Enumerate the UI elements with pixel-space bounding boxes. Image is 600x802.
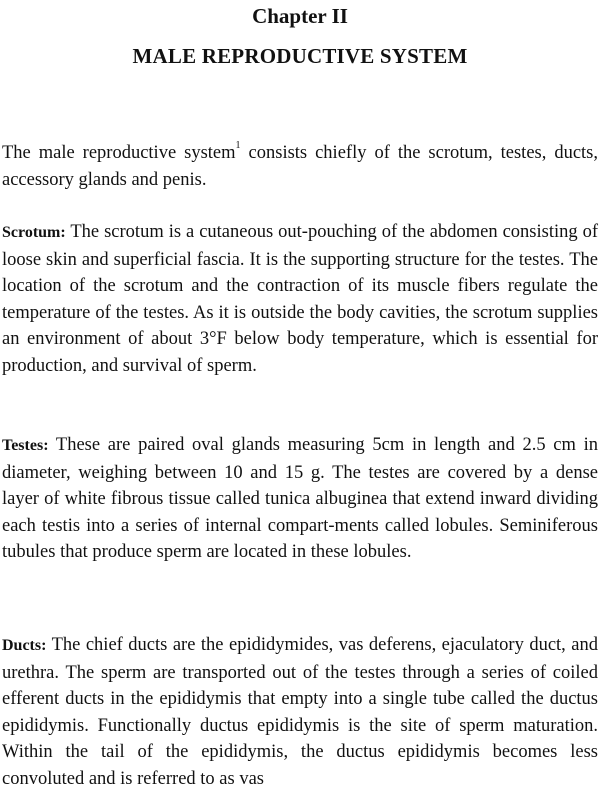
intro-text-before: The male reproductive system — [2, 143, 236, 163]
scrotum-text: The scrotum is a cutaneous out-pouching of the abdomen consisting of loose skin and superficial fascia. It is the supporting structure for the testes. The location of the scrotum and the contraction of its muscle fibers regulate the temperature of the testes. As it is outside the body cavities, the scrotum supplies an environment of about 3°F below body temperature, which is essential for production, and survival of sperm. — [2, 222, 598, 376]
chapter-title: MALE REPRODUCTIVE SYSTEM — [132, 44, 468, 68]
testes-term: Testes: — [2, 437, 49, 454]
ducts-term: Ducts: — [2, 637, 47, 654]
scrotum-paragraph — [2, 219, 598, 380]
testes-paragraph — [2, 432, 598, 566]
ducts-paragraph — [2, 632, 598, 793]
ducts-text: The chief ducts are the epididymides, vas deferens, ejaculatory duct, and urethra. The sperm are transported out of the testes through a series of coiled efferent ducts in the epididymis that empty into a single tube called the ductus epididymis. Functionally ductus epididymis is the site of sperm maturation. Within the tail of the epididymis, the ductus epididymis becomes less convoluted and is referred to as vas — [2, 635, 599, 789]
scrotum-term: Scrotum: — [2, 224, 66, 241]
footnote-ref: 1 — [235, 140, 241, 151]
chapter-label: Chapter II — [252, 4, 348, 28]
testes-text: These are paired oval glands measuring 5cm in length and 2.5 cm in diameter, weighing between 10 and 15 g. The testes are covered by a dense layer of white fibrous tissue called tunica albuginea that extend inward dividing each testis into a series of internal compart-ments called lobules. Seminiferous tubules that produce sperm are located in these lobules. — [2, 435, 598, 563]
intro-paragraph — [2, 140, 598, 193]
intro-text-after: consists chiefly of the scrotum, testes, ducts, accessory glands and penis. — [2, 143, 599, 190]
